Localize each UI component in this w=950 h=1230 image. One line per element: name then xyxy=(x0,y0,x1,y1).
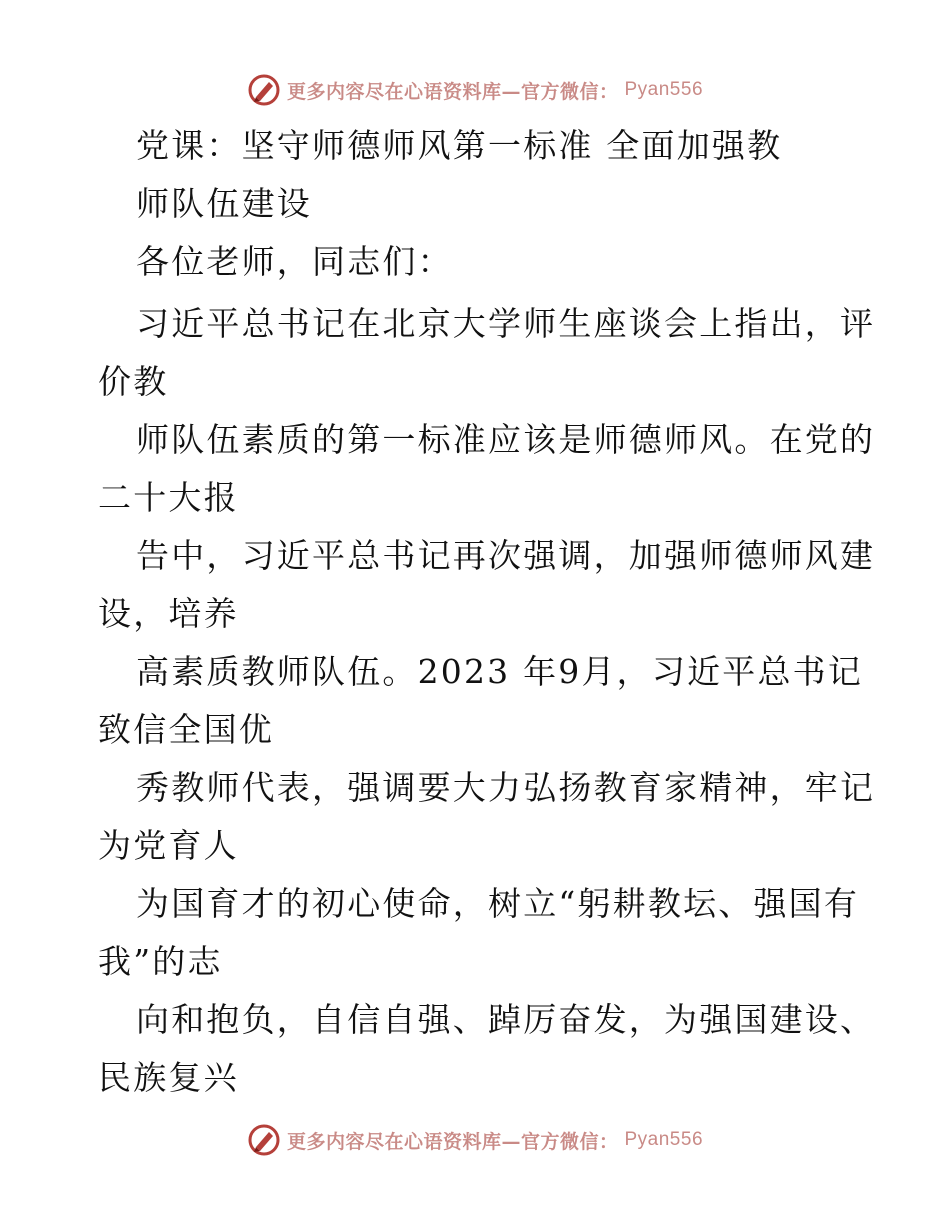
paragraph-line: 致信全国优 xyxy=(98,710,274,749)
banner-wechat-id: Pyan556 xyxy=(624,79,704,100)
paragraph-line: 为国育才的初心使命，树立“躬耕教坛、强国有 xyxy=(136,884,860,923)
pen-logo-icon xyxy=(247,73,281,107)
paragraph-line: 师队伍素质的第一标准应该是师德师风。在党的 xyxy=(136,420,876,459)
salutation: 各位老师，同志们： xyxy=(136,242,453,281)
paragraph-line: 告中，习近平总书记再次强调，加强师德师风建 xyxy=(136,536,876,575)
document-title-line-1: 党课：坚守师德师风第一标准 全面加强教 xyxy=(136,126,783,165)
paragraph-line: 二十大报 xyxy=(98,478,239,517)
paragraph-line: 价教 xyxy=(98,362,169,401)
paragraph-line: 民族复兴 xyxy=(98,1058,239,1097)
paragraph-line: 向和抱负，自信自强、踔厉奋发，为强国建设、 xyxy=(136,1000,876,1039)
paragraph-line: 高素质教师队伍。2023 年9月，习近平总书记 xyxy=(136,652,864,691)
paragraph-line: 设，培养 xyxy=(98,594,239,633)
footer-watermark-banner xyxy=(0,1120,950,1160)
pen-logo-icon xyxy=(247,1123,281,1157)
banner-text: 更多内容尽在心语资料库—官方微信： xyxy=(286,80,619,103)
paragraph-line: 秀教师代表，强调要大力弘扬教育家精神，牢记 xyxy=(136,768,876,807)
paragraph-line: 我”的志 xyxy=(98,942,223,981)
header-watermark-banner xyxy=(0,70,950,110)
banner-wechat-id: Pyan556 xyxy=(624,1129,704,1150)
document-title-line-2: 师队伍建设 xyxy=(136,184,312,223)
banner-text: 更多内容尽在心语资料库—官方微信： xyxy=(286,1130,619,1153)
paragraph-line: 习近平总书记在北京大学师生座谈会上指出，评 xyxy=(136,304,876,343)
paragraph-line: 为党育人 xyxy=(98,826,239,865)
